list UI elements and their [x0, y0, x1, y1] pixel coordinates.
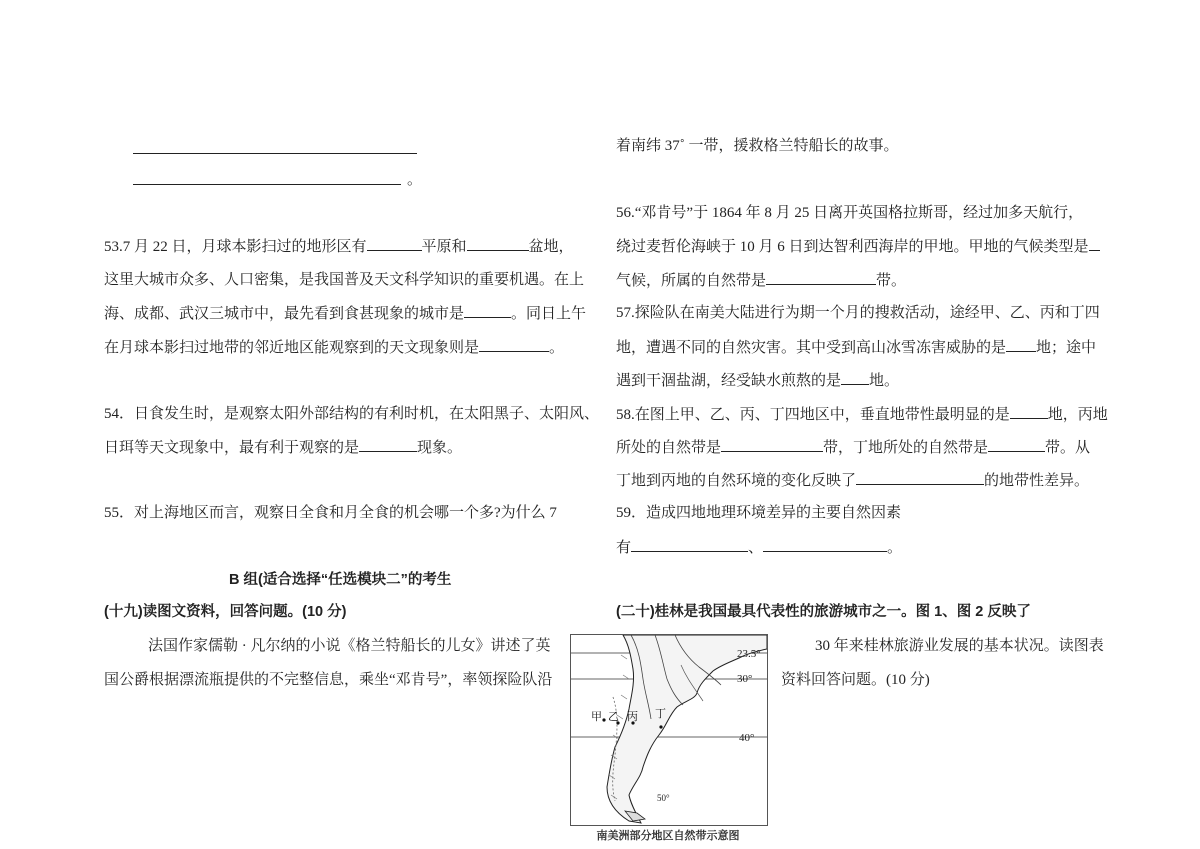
q59-blank-factor-1[interactable] — [631, 537, 748, 552]
q54-line-1: 54．日食发生时，是观察太阳外部结构的有利时机，在太阳黑子、太阳风、 — [104, 406, 600, 422]
point-jia-marker — [602, 718, 605, 721]
q59-line-1: 59．造成四地地理环境差异的主要自然因素 — [616, 505, 902, 521]
point-yi-label: 乙 — [608, 710, 619, 723]
answer-blank-line-2 — [133, 184, 401, 185]
point-bing-label: 丙 — [627, 710, 638, 723]
q53-line-2: 这里大城市众多、人口密集，是我国普及天文科学知识的重要机遇。在上 — [104, 272, 585, 288]
latitude-label-50: 50° — [657, 793, 670, 803]
continent-outline — [607, 635, 767, 823]
q57-line-3: 遇到干涸盐湖，经受缺水煎熬的是 地。 — [616, 370, 899, 391]
q57-line-2: 地，遭遇不同的自然灾害。其中受到高山冰雪冻害威胁的是 地；途中 — [616, 337, 1096, 358]
q53-blank-plain[interactable] — [367, 236, 422, 251]
q53-blank-phenomenon[interactable] — [479, 337, 549, 352]
answer-blank-period: 。 — [407, 172, 423, 188]
q56-line-1: 56.“邓肯号”于 1864 年 8 月 25 日离开英国格拉斯哥，经过加多天航行， — [616, 205, 1084, 221]
q19-line-2: 国公爵根据漂流瓶提供的不完整信息，乘坐“邓肯号”，率领探险队沿 — [104, 672, 553, 688]
q58-blank-difference[interactable] — [856, 470, 984, 485]
q56-blank-climate[interactable] — [1089, 236, 1100, 251]
q20-line-2: 资料回答问题。(10 分) — [781, 672, 930, 688]
q58-blank-vertical[interactable] — [1010, 404, 1048, 419]
q53-line-4: 在月球本影扫过地带的邻近地区能观察到的天文现象则是 。 — [104, 337, 564, 358]
q58-line-3: 丁地到丙地的自然环境的变化反映了 的地带性差异。 — [616, 470, 1089, 491]
answer-blank-line-1 — [133, 153, 417, 154]
q53-line-3: 海、成都、武汉三城市中，最先看到食甚现象的城市是 。同日上午 — [104, 303, 586, 324]
q58-line-1: 58.在图上甲、乙、丙、丁四地区中，垂直地带性最明显的是 地，丙地 — [616, 404, 1108, 425]
map-svg — [571, 635, 767, 825]
q57-blank-glacier[interactable] — [1006, 337, 1036, 352]
q20-line-1: 30 年来桂林旅游业发展的基本状况。读图表 — [815, 638, 1104, 654]
section-b-title: B 组(适合选择“任选模块二”的考生 — [229, 572, 452, 588]
point-ding-label: 丁 — [655, 707, 666, 720]
q59-blank-factor-2[interactable] — [763, 537, 887, 552]
south-america-zone-map — [570, 634, 768, 826]
map-figure — [570, 634, 766, 844]
point-jia-label: 甲 — [591, 710, 602, 723]
q58-blank-ding-zone[interactable] — [988, 437, 1045, 452]
latitude-label-30: 30° — [737, 673, 753, 685]
q59-line-2: 有 、 。 — [616, 537, 902, 558]
q19-line-1: 法国作家儒勒 · 凡尔纳的小说《格兰特船长的儿女》讲述了英 — [148, 638, 551, 654]
q55-line-1: 55．对上海地区而言，观察日全食和月全食的机会哪一个多?为什么 7 — [104, 505, 557, 521]
q57-line-1: 57.探险队在南美大陆进行为期一个月的搜救活动，途经甲、乙、丙和丁四 — [616, 305, 1100, 321]
q58-blank-bing-zone[interactable] — [721, 437, 823, 452]
q53-line-1: 53.7 月 22 日，月球本影扫过的地形区有 平原和 盆地， — [104, 236, 574, 257]
continuation-line: 着南纬 37˚ 一带，援救格兰特船长的故事。 — [616, 138, 899, 154]
q58-line-2: 所处的自然带是 带，丁地所处的自然带是 带。从 — [616, 437, 1090, 458]
q56-line-2: 绕过麦哲伦海峡于 10 月 6 日到达智利西海岸的甲地。甲地的气候类型是 — [616, 236, 1100, 257]
q53-blank-city[interactable] — [464, 303, 511, 318]
q54-blank[interactable] — [359, 437, 417, 452]
q56-line-3: 气候，所属的自然带是 带。 — [616, 270, 906, 291]
latitude-label-40: 40° — [739, 732, 755, 744]
q54-line-2: 日珥等天文现象中，最有利于观察的是 现象。 — [104, 437, 462, 458]
point-ding-marker — [659, 725, 662, 728]
q56-blank-zone[interactable] — [766, 270, 876, 285]
q53-blank-basin[interactable] — [467, 236, 529, 251]
q20-heading: (二十)桂林是我国最具代表性的旅游城市之一。图 1、图 2 反映了 — [616, 604, 1031, 620]
map-caption: 南美洲部分地区自然带示意图 — [596, 830, 740, 842]
q57-blank-saltlake[interactable] — [841, 370, 869, 385]
latitude-label-23-5: 23.5° — [737, 648, 761, 660]
q19-heading: (十九)读图文资料，回答问题。(10 分) — [104, 604, 347, 620]
